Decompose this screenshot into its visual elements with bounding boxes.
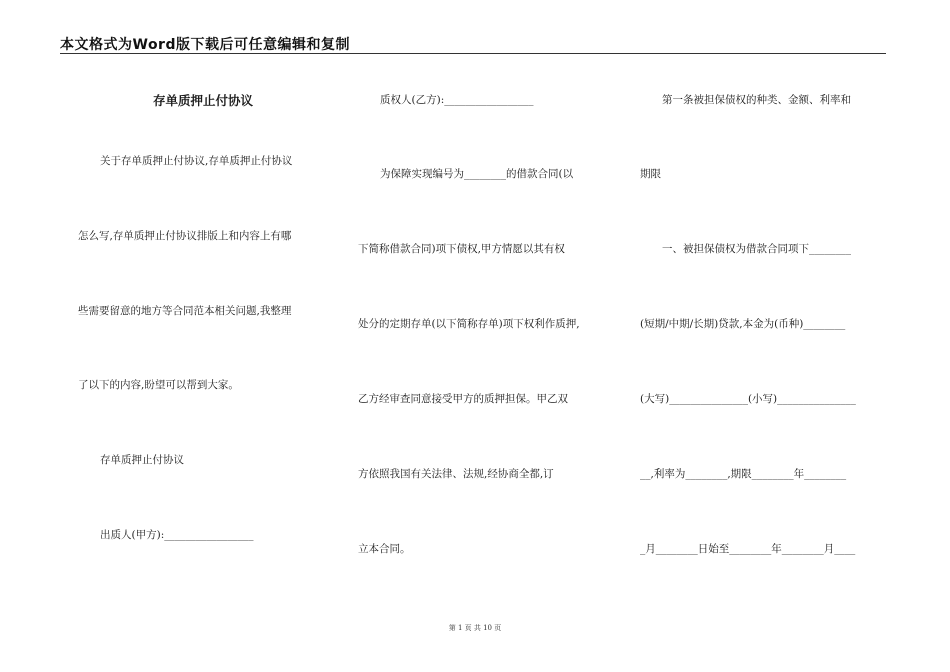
- section-heading: 存单质押止付协议: [100, 454, 184, 466]
- pledgee-field: 质权人(乙方):_________________: [380, 94, 534, 106]
- text-line: 方依照我国有关法律、法规,经协商全都,订: [358, 468, 554, 480]
- text-line: _月________日始至________年________月____: [640, 543, 856, 555]
- page-number: 第 1 页 共 10 页: [448, 624, 502, 632]
- article-heading: 第一条被担保债权的种类、金额、利率和: [662, 94, 851, 106]
- text-line: (大写)_______________(小写)_______________: [640, 393, 856, 405]
- text-line: 一、被担保债权为借款合同项下________: [662, 243, 851, 255]
- document-title: 存单质押止付协议: [152, 93, 253, 108]
- text-line: 下简称借款合同)项下债权,甲方情愿以其有权: [358, 243, 565, 255]
- text-column-2: [358, 60, 610, 620]
- text-line: 乙方经审查同意接受甲方的质押担保。甲乙双: [358, 393, 568, 405]
- text-line: 期限: [640, 168, 661, 180]
- text-line: 立本合同。: [358, 543, 411, 555]
- text-line: __,利率为________,期限________年________: [640, 468, 847, 480]
- text-line: 怎么写,存单质押止付协议排版上和内容上有哪: [78, 230, 292, 242]
- text-line: (短期/中期/长期)贷款,本金为(币种)________: [640, 318, 846, 330]
- header-rule: [60, 53, 886, 54]
- text-column-1: [78, 60, 328, 620]
- pledgor-field: 出质人(甲方):_________________: [100, 529, 254, 541]
- text-column-3: [640, 60, 885, 620]
- text-line: 了以下的内容,盼望可以帮到大家。: [78, 379, 239, 391]
- text-line: 为保障实现编号为________的借款合同(以: [380, 168, 574, 180]
- text-line: 关于存单质押止付协议,存单质押止付协议: [100, 155, 293, 167]
- text-line: 处分的定期存单(以下简称存单)项下权利作质押,: [358, 318, 580, 330]
- text-line: 些需要留意的地方等合同范本相关问题,我整理: [78, 305, 292, 317]
- document-banner: 本文格式为Word版下载后可任意编辑和复制: [60, 37, 350, 53]
